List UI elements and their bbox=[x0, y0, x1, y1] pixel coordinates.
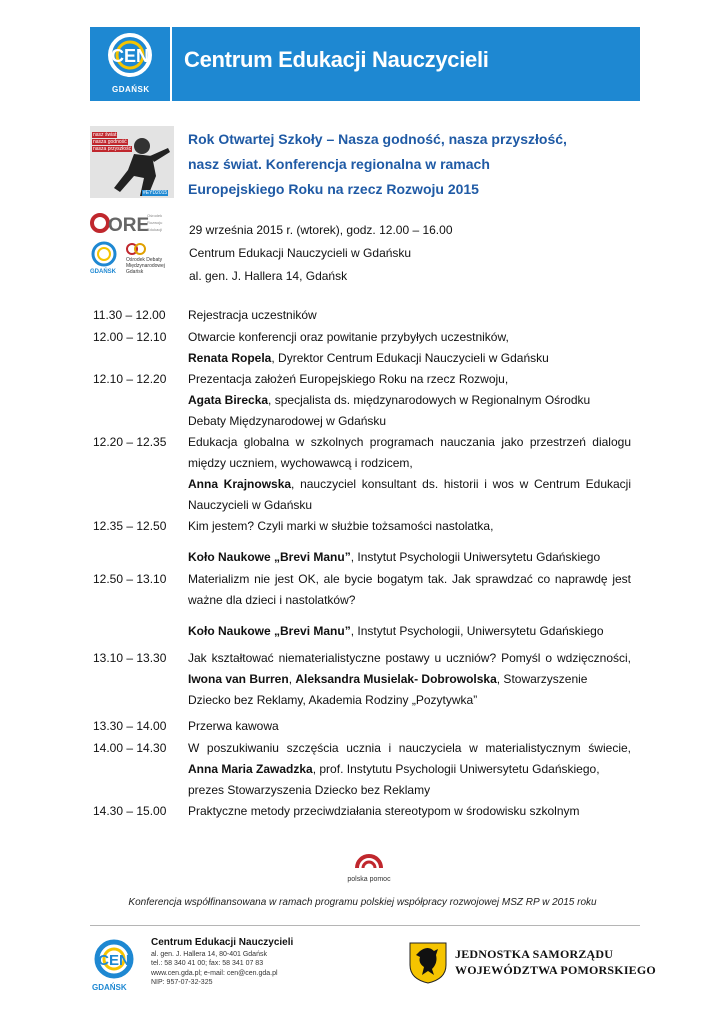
svg-text:CEN: CEN bbox=[110, 46, 150, 66]
schedule-text: Prezentacja założeń Europejskiego Roku na rzecz Rozwoju, bbox=[188, 372, 509, 386]
schedule-text: prezes Stowarzyszenia Dziecko bez Reklamy bbox=[188, 783, 431, 797]
schedule-text: , Dyrektor Centrum Edukacji Nauczycieli w Gdańsku bbox=[271, 351, 549, 365]
event-title-line: Europejskiego Roku na rzecz Rozwoju 2015 bbox=[188, 181, 479, 197]
schedule-text: Przerwa kawowa bbox=[188, 719, 279, 733]
schedule-line bbox=[188, 738, 631, 759]
event-photo bbox=[90, 126, 174, 198]
polska-pomoc-label: polska pomoc bbox=[347, 876, 391, 883]
schedule-line bbox=[188, 390, 631, 411]
schedule-text: Nauczycieli w Gdańsku bbox=[188, 498, 313, 512]
speaker-name: Koło Naukowe „Brevi Manu” bbox=[188, 550, 351, 564]
polska-pomoc-icon bbox=[343, 848, 395, 876]
page-title: Centrum Edukacji Nauczycieli bbox=[184, 47, 489, 72]
schedule-text: Edukacja globalna w szkolnych programach nauczania jako przestrzeń dialogu bbox=[188, 435, 631, 449]
schedule-text: Debaty Międzynarodowej w Gdańsku bbox=[188, 414, 387, 428]
schedule-time: 13.10 – 13.30 bbox=[93, 651, 167, 665]
ore-logo bbox=[90, 210, 180, 238]
schedule-text: , Instytut Psychologii Uniwersytetu Gdańskiego bbox=[350, 550, 601, 564]
odm-logo bbox=[126, 242, 182, 278]
schedule-line bbox=[188, 569, 631, 590]
schedule-time: 12.20 – 12.35 bbox=[93, 435, 167, 449]
region-name bbox=[455, 946, 656, 978]
schedule-line bbox=[188, 780, 631, 801]
speaker-name: Anna Maria Zawadzka bbox=[188, 762, 313, 776]
footer-cen-logo-icon bbox=[90, 938, 142, 982]
schedule-line bbox=[188, 495, 631, 516]
funding-note: Konferencja współfinansowana w ramach programu polskiej współpracy rozwojowej MSZ RP w 2015 roku bbox=[128, 897, 597, 908]
speaker-name: Aleksandra Musielak- Dobrowolska bbox=[295, 672, 497, 686]
schedule-line bbox=[188, 453, 631, 474]
pomorskie-crest bbox=[408, 941, 448, 985]
schedule-line bbox=[188, 348, 631, 369]
schedule-line bbox=[188, 547, 631, 568]
schedule-line bbox=[188, 716, 631, 737]
header-band bbox=[172, 27, 640, 101]
footer-web-email: www.cen.gda.pl; e-mail: cen@cen.gda.pl bbox=[151, 969, 278, 977]
footer-phone: tel.: 58 340 41 00; fax: 58 341 07 83 bbox=[151, 960, 264, 967]
odm-text: Gdańsk bbox=[126, 269, 144, 275]
speaker-name: Iwona van Burren bbox=[188, 672, 289, 686]
schedule-time: 12.50 – 13.10 bbox=[93, 572, 167, 586]
schedule-line bbox=[188, 621, 631, 642]
event-venue: Centrum Edukacji Nauczycieli w Gdańsku bbox=[189, 246, 412, 260]
odm-logo-icon bbox=[126, 242, 148, 258]
event-title bbox=[188, 127, 608, 202]
schedule-line bbox=[188, 648, 631, 669]
schedule-time: 13.30 – 14.00 bbox=[93, 719, 167, 733]
schedule-line bbox=[188, 669, 631, 690]
photo-tag: nasza przyszłość bbox=[93, 146, 132, 152]
region-line: WOJEWÓDZTWA POMORSKIEGO bbox=[455, 963, 656, 977]
schedule-time: 14.30 – 15.00 bbox=[93, 804, 167, 818]
ore-text: Rozwoju bbox=[147, 220, 163, 225]
schedule-line bbox=[188, 759, 631, 780]
schedule-text: , prof. Instytutu Psychologii Uniwersytetu Gdańskiego, bbox=[312, 762, 600, 776]
odm-text: Międzynarodowej bbox=[126, 263, 165, 269]
svg-text:ORE: ORE bbox=[108, 215, 150, 236]
event-title-line: nasz świat. Konferencja regionalna w ramach bbox=[188, 156, 490, 172]
event-info bbox=[189, 219, 453, 288]
footer-logo-city: GDAŃSK bbox=[92, 983, 127, 992]
schedule-text: ważne dla dzieci i nastolatków? bbox=[188, 593, 356, 607]
schedule-text: , Instytut Psychologii, Uniwersytetu Gdańskiego bbox=[350, 624, 604, 638]
schedule-description bbox=[188, 305, 631, 326]
schedule-text: Rejestracja uczestników bbox=[188, 308, 317, 322]
svg-text:CEN: CEN bbox=[98, 952, 130, 969]
footer-address-line: al. gen. J. Hallera 14, 80-401 Gdańsk bbox=[151, 950, 267, 958]
photo-tag: nasza godność bbox=[93, 139, 127, 145]
region-line: JEDNOSTKA SAMORZĄDU bbox=[455, 947, 614, 961]
schedule-description bbox=[188, 569, 631, 642]
photo-badge: #EYD2015 bbox=[143, 190, 168, 196]
ore-text: Ośrodek bbox=[147, 213, 163, 218]
schedule-text: Kim jestem? Czyli marki w służbie tożsamości nastolatka, bbox=[188, 519, 494, 533]
footer-address bbox=[151, 938, 293, 988]
schedule-description bbox=[188, 738, 631, 801]
speaker-name: Renata Ropela bbox=[188, 351, 272, 365]
footer-divider bbox=[90, 925, 640, 926]
event-date: 29 września 2015 r. (wtorek), godz. 12.00 – 16.00 bbox=[189, 223, 453, 237]
schedule-text: Materializm nie jest OK, ale bycie bogatym tak. Jak sprawdzać co naprawdę jest bbox=[188, 572, 631, 586]
schedule-description bbox=[188, 432, 631, 516]
schedule-line bbox=[188, 474, 631, 495]
schedule-time: 12.35 – 12.50 bbox=[93, 519, 167, 533]
schedule-description bbox=[188, 516, 631, 568]
footer-cen-logo bbox=[90, 938, 142, 994]
schedule-description bbox=[188, 369, 631, 432]
schedule-time: 14.00 – 14.30 bbox=[93, 741, 167, 755]
odm-text: Ośrodek Debaty bbox=[126, 257, 163, 263]
ore-logo-icon bbox=[90, 210, 150, 238]
footer-org-name: Centrum Edukacji Nauczycieli bbox=[151, 937, 294, 948]
logo-city: GDAŃSK bbox=[112, 85, 150, 94]
schedule-line bbox=[188, 305, 631, 326]
event-title-line: Rok Otwartej Szkoły – Nasza godność, nasza przyszłość, bbox=[188, 131, 567, 147]
schedule-description bbox=[188, 801, 631, 822]
schedule-text: między uczniem, wychowawcą i rodzicem, bbox=[188, 456, 413, 470]
schedule-line bbox=[188, 327, 631, 348]
ore-text: Edukacji bbox=[147, 227, 163, 232]
schedule-line bbox=[188, 690, 631, 711]
schedule-text: Praktyczne metody przeciwdziałania stereotypom w środowisku szkolnym bbox=[188, 804, 580, 818]
schedule-text: , bbox=[288, 672, 296, 686]
schedule-description bbox=[188, 648, 631, 711]
schedule-line bbox=[188, 432, 631, 453]
schedule-line bbox=[188, 516, 631, 537]
footer-nip: NIP: 957-07-32-325 bbox=[151, 979, 213, 986]
schedule-text: Otwarcie konferencji oraz powitanie przybyłych uczestników, bbox=[188, 330, 509, 344]
griffin-crest-icon bbox=[408, 941, 448, 985]
speaker-name: Agata Birecka bbox=[188, 393, 269, 407]
schedule-text: Jak kształtować niematerialistyczne postawy u uczniów? Pomyśl o wdzięczności, bbox=[188, 651, 631, 665]
schedule-description bbox=[188, 716, 631, 737]
speaker-name: Koło Naukowe „Brevi Manu” bbox=[188, 624, 351, 638]
schedule-text: , Stowarzyszenie bbox=[496, 672, 588, 686]
cen-logo bbox=[90, 27, 170, 101]
cen-small-city: GDAŃSK bbox=[90, 269, 117, 275]
schedule-text: , specjalista ds. międzynarodowych w Regionalnym Ośrodku bbox=[268, 393, 591, 407]
schedule-time: 11.30 – 12.00 bbox=[93, 308, 166, 322]
schedule-text: , nauczyciel konsultant ds. historii i wos w Centrum Edukacji bbox=[291, 477, 631, 491]
cen-small-logo-icon bbox=[90, 240, 122, 270]
schedule-text: W poszukiwaniu szczęścia ucznia i nauczyciela w materialistycznym świecie, bbox=[188, 741, 631, 755]
schedule-time: 12.00 – 12.10 bbox=[93, 330, 167, 344]
schedule-text: Dziecko bez Reklamy, Akademia Rodziny „Pozytywka” bbox=[188, 693, 478, 707]
photo-tag: nasz świat bbox=[93, 132, 117, 138]
schedule-line bbox=[188, 801, 631, 822]
schedule-time: 12.10 – 12.20 bbox=[93, 372, 167, 386]
speaker-name: Anna Krajnowska bbox=[188, 477, 292, 491]
schedule-line bbox=[188, 590, 631, 611]
cen-small-logo bbox=[90, 240, 122, 278]
schedule-description bbox=[188, 327, 631, 369]
schedule-line bbox=[188, 411, 631, 432]
event-address: al. gen. J. Hallera 14, Gdańsk bbox=[189, 269, 348, 283]
schedule-line bbox=[188, 369, 631, 390]
